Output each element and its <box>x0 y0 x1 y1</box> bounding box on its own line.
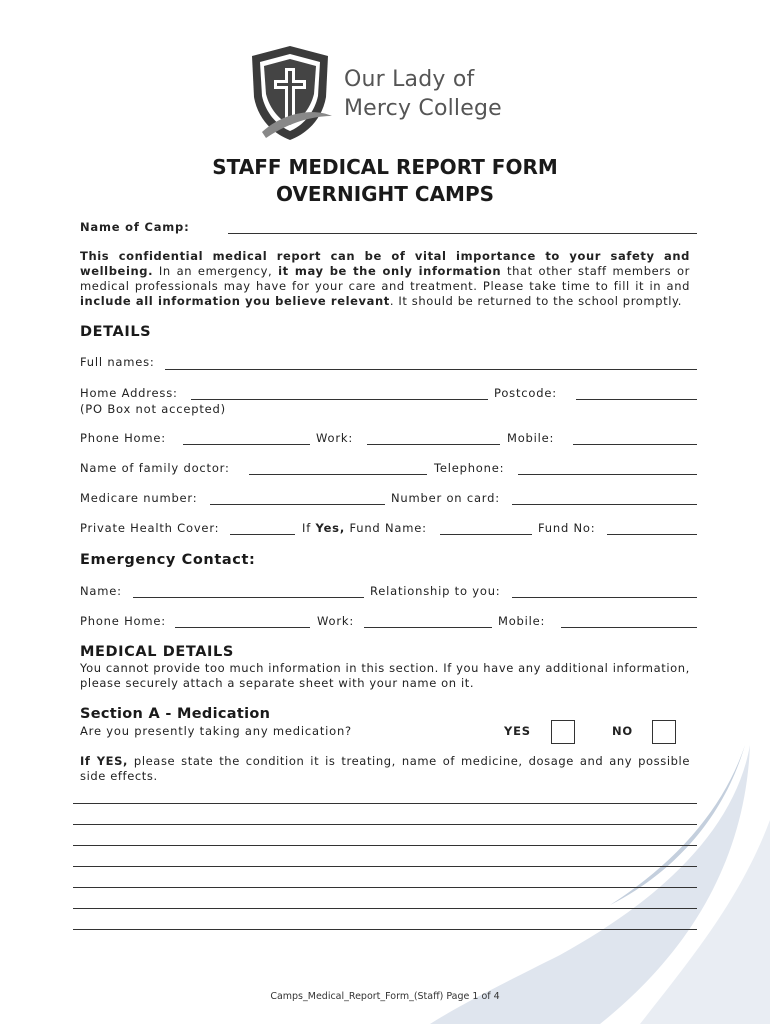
yes-checkbox[interactable] <box>551 720 575 744</box>
college-crest-icon <box>244 42 336 142</box>
emergency-name-field[interactable] <box>133 597 364 598</box>
telephone-label: Telephone: <box>434 461 505 475</box>
college-name-line2: Mercy College <box>344 96 502 121</box>
postcode-field[interactable] <box>576 399 697 400</box>
no-label: NO <box>612 724 634 738</box>
po-box-note: (PO Box not accepted) <box>80 402 226 416</box>
page-footer: Camps_Medical_Report_Form_(Staff) Page 1 of 4 <box>270 991 500 1002</box>
form-subtitle: OVERNIGHT CAMPS <box>275 182 495 206</box>
medical-details-text: You cannot provide too much information in this section. If you have any additional information, please securely attach a separate sheet with your name on it. <box>80 661 690 690</box>
work-label: Work: <box>316 431 353 445</box>
details-heading: DETAILS <box>80 324 152 340</box>
work-field[interactable] <box>367 444 500 445</box>
form-title: STAFF MEDICAL REPORT FORM <box>212 155 558 179</box>
mobile-field[interactable] <box>573 444 697 445</box>
phone-home-field[interactable] <box>183 444 310 445</box>
answer-line[interactable] <box>73 887 697 888</box>
camp-name-label: Name of Camp: <box>80 220 190 234</box>
medication-question: Are you presently taking any medication? <box>80 724 352 738</box>
number-on-card-field[interactable] <box>512 504 697 505</box>
emergency-phone-home-label: Phone Home: <box>80 614 166 628</box>
emergency-heading: Emergency Contact: <box>80 552 256 568</box>
private-health-field[interactable] <box>230 534 295 535</box>
relationship-label: Relationship to you: <box>370 584 501 598</box>
intro-bold-2: it may be the only information <box>278 264 502 278</box>
intro-paragraph: This confidential medical report can be of vital importance to your safety and wellbeing. In an emergency, it may be the only information that other staff members or medical professionals may have for your care and treatment. Please take time to fill it in and include all information you believe relevant. It should be returned to the school promptly. <box>80 249 691 308</box>
section-a-heading: Section A - Medication <box>80 706 271 722</box>
answer-line[interactable] <box>73 866 697 867</box>
answer-line[interactable] <box>73 824 697 825</box>
medicare-field[interactable] <box>210 504 385 505</box>
full-names-field[interactable] <box>165 369 697 370</box>
intro-bold-1: This confidential medical report can be of vital importance to your safety and wellbeing. <box>80 249 690 278</box>
medicare-label: Medicare number: <box>80 491 198 505</box>
answer-line[interactable] <box>73 845 697 846</box>
mobile-label: Mobile: <box>507 431 555 445</box>
camp-name-field[interactable] <box>228 233 697 234</box>
answer-line[interactable] <box>73 803 697 804</box>
family-doctor-field[interactable] <box>249 474 427 475</box>
answer-line[interactable] <box>73 929 697 930</box>
emergency-work-field[interactable] <box>364 627 492 628</box>
college-name-line1: Our Lady of <box>344 67 475 92</box>
yes-label: YES <box>504 724 531 738</box>
family-doctor-label: Name of family doctor: <box>80 461 230 475</box>
emergency-name-label: Name: <box>80 584 122 598</box>
private-health-label: Private Health Cover: <box>80 521 220 535</box>
fund-no-label: Fund No: <box>538 521 596 535</box>
telephone-field[interactable] <box>518 474 697 475</box>
emergency-mobile-field[interactable] <box>561 627 697 628</box>
emergency-mobile-label: Mobile: <box>498 614 546 628</box>
fund-no-field[interactable] <box>607 534 697 535</box>
intro-bold-3: include all information you believe relevant <box>80 294 390 308</box>
postcode-label: Postcode: <box>494 386 557 400</box>
no-checkbox[interactable] <box>652 720 676 744</box>
full-names-label: Full names: <box>80 355 155 369</box>
home-address-field[interactable] <box>191 399 488 400</box>
fund-name-field[interactable] <box>440 534 532 535</box>
answer-line[interactable] <box>73 908 697 909</box>
number-on-card-label: Number on card: <box>391 491 500 505</box>
emergency-work-label: Work: <box>317 614 354 628</box>
home-address-label: Home Address: <box>80 386 178 400</box>
emergency-phone-home-field[interactable] <box>175 627 310 628</box>
fund-name-label: If Yes, Fund Name: <box>302 521 427 535</box>
medical-details-heading: MEDICAL DETAILS <box>80 644 234 660</box>
relationship-field[interactable] <box>512 597 697 598</box>
medication-instructions: If YES, please state the condition it is treating, name of medicine, dosage and any possible side effects. <box>80 754 690 783</box>
phone-home-label: Phone Home: <box>80 431 166 445</box>
